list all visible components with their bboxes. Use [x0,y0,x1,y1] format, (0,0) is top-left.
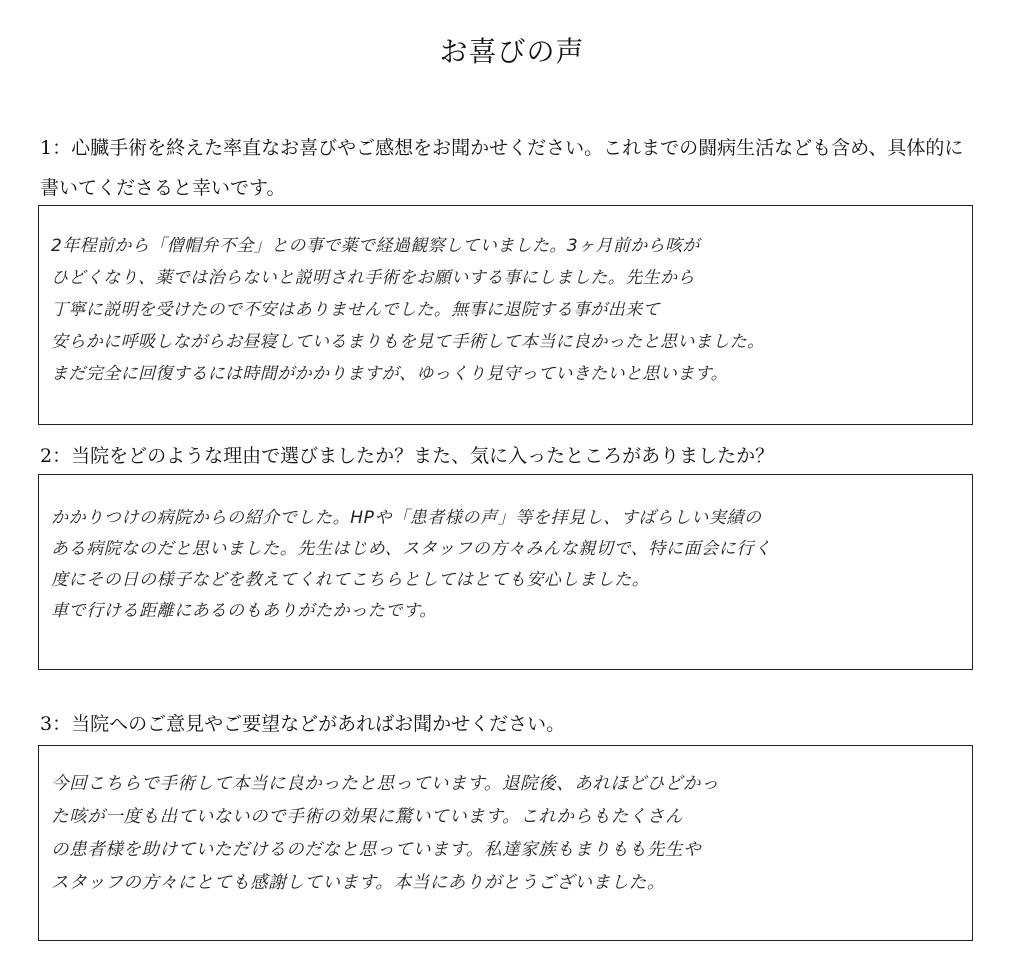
answer-3-line: 今回こちらで手術して本当に良かったと思っています。退院後、あれほどひどかっ [51,774,720,794]
answer-box-3 [38,745,973,941]
answer-1-line: ひどくなり、薬では治らないと説明され手術をお願いする事にしました。先生から [51,268,695,288]
answer-2-line: 度にその日の様子などを教えてくれてこちらとしてはとても安心しました。 [51,570,650,590]
answer-1-line: 2年程前から「僧帽弁不全」との事で薬で経過観察していました。3ヶ月前から咳が [51,236,700,256]
answer-1-line: まだ完全に回復するには時間がかかりますが、ゆっくり見守っていきたいと思います。 [51,364,729,384]
answer-box-1 [38,205,973,425]
answer-1-line: 安らかに呼吸しながらお昼寝しているまりもを見て手術して本当に良かったと思いました。 [51,332,765,352]
question-3: 3：当院へのご意見やご要望などがあればお聞かせください。 [40,713,566,735]
answer-3-line: の患者様を助けていただけるのだなと思っています。私達家族もまりもも先生や [51,840,702,860]
answer-1-line: 丁寧に説明を受けたので不安はありませんでした。無事に退院する事が出来て [51,300,660,320]
answer-2-line: かかりつけの病院からの紹介でした。HPや「患者様の声」等を拝見し、すばらしい実績の [51,508,762,528]
answer-box-2 [38,474,973,670]
answer-2-line: ある病院なのだと思いました。先生はじめ、スタッフの方々みんな親切で、特に面会に行く [51,539,772,559]
page-title: お喜びの声 [439,35,585,68]
answer-3-line: た咳が一度も出ていないので手術の効果に驚いています。これからもたくさん [51,807,684,827]
question-1: 1：心臓手術を終えた率直なお喜びやご感想をお聞かせください。これまでの闘病生活なども含め、具体的に書いてくださると幸いです。 [40,137,964,199]
answer-2-line: 車で行ける距離にあるのもありがたかったです。 [51,601,437,621]
answer-3-line: スタッフの方々にとても感謝しています。本当にありがとうございました。 [51,873,665,893]
question-2: 2：当院をどのような理由で選びましたか？また、気に入ったところがありましたか？ [40,445,775,467]
